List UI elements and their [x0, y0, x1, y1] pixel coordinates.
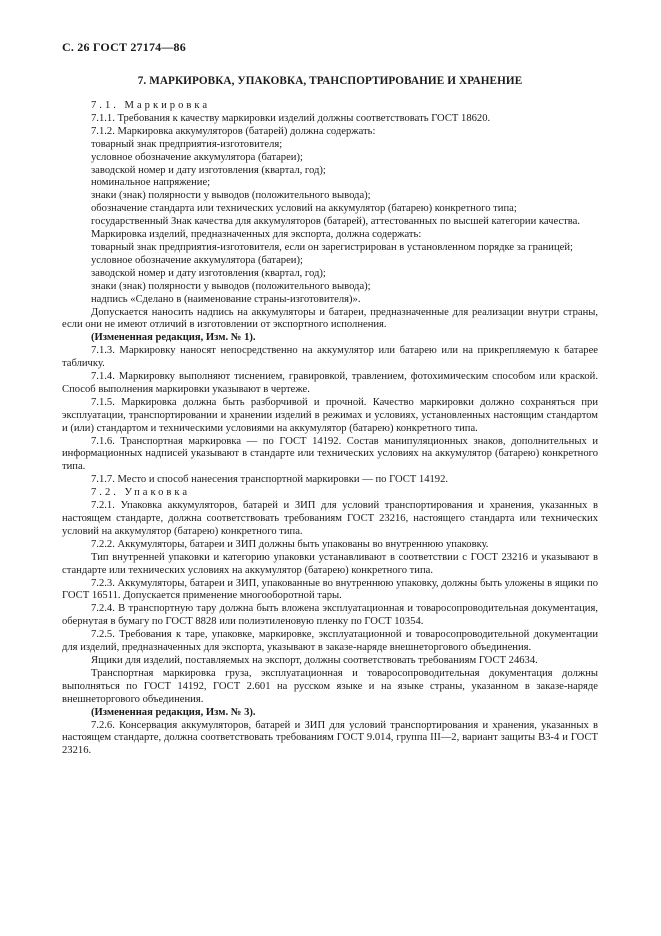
paragraph: 7.2.5. Требования к таре, упаковке, маркировке, эксплуатационной и товаросопроводительной документации для изделий, предназначенных для экспорта, указывают в заказе-наряде внешнеторгового объединения. [62, 629, 598, 654]
list-item: товарный знак предприятия-изготовителя; [91, 138, 283, 150]
list-item: условное обозначение аккумулятора (батареи); [91, 151, 303, 163]
section-title: 7. МАРКИРОВКА, УПАКОВКА, ТРАНСПОРТИРОВАНИЕ И ХРАНЕНИЕ [137, 75, 523, 87]
document-body [62, 100, 598, 758]
paragraph: Транспортная маркировка груза, эксплуатационная и товаросопроводительная документация должны выполняться по ГОСТ 14192, ГОСТ 2.601 на русском языке и на языке страны, указанном в заказе-наряде внешнеторгового объединения. [62, 667, 598, 705]
list-item: знаки (знак) полярности у выводов (положительного вывода); [91, 190, 371, 202]
list-item: обозначение стандарта или технических условий на аккумулятор (батарею) конкретного типа; [91, 203, 517, 215]
paragraph: Маркировка изделий, предназначенных для экспорта, должна содержать: [91, 229, 422, 241]
paragraph: 7.2.2. Аккумуляторы, батареи и ЗИП должны быть упакованы во внутреннюю упаковку. [91, 538, 489, 550]
paragraph: 7.1.2. Маркировка аккумуляторов (батарей) должна содержать: [91, 125, 376, 137]
list-item: товарный знак предприятия-изготовителя, если он зарегистрирован в установленном порядке за границей; [91, 241, 573, 253]
paragraph: 7.2.6. Консервация аккумуляторов, батарей и ЗИП для условий транспортирования и хранения, указанных в настоящем стандарте, должна соответствовать требованиям ГОСТ 9.014, группа III—2, вариант защиты В3-4 и ГОСТ 23216. [62, 719, 598, 757]
list-item: условное обозначение аккумулятора (батареи); [91, 254, 303, 266]
paragraph: 7.1.7. Место и способ нанесения транспортной маркировки — по ГОСТ 14192. [91, 474, 449, 486]
paragraph: Допускается наносить надпись на аккумуляторы и батареи, предназначенные для реализации внутри страны, если они не имеют отличий в изготовлении от экспортного исполнения. [62, 306, 598, 331]
list-item: знаки (знак) полярности у выводов (положительного вывода); [91, 280, 371, 292]
list-item: номинальное напряжение; [91, 177, 211, 189]
amendment-note: (Измененная редакция, Изм. № 1). [91, 332, 256, 344]
running-header: С. 26 ГОСТ 27174—86 [62, 40, 186, 54]
list-item: заводской номер и дату изготовления (квартал, год); [91, 267, 326, 279]
paragraph: Тип внутренней упаковки и категорию упаковки устанавливают в соответствии с ГОСТ 23216 и указывают в стандарте или технических условиях на аккумулятор (батарею) конкретного типа. [62, 551, 598, 576]
paragraph: Ящики для изделий, поставляемых на экспорт, должны соответствовать требованиям ГОСТ 24634. [91, 654, 538, 666]
paragraph: 7.1.6. Транспортная маркировка — по ГОСТ 14192. Состав манипуляционных знаков, дополнительных и информационных надписей указывают в стандарте или технических условиях на аккумулятор (батарею) конкретного типа. [62, 435, 598, 473]
paragraph: 7.1.3. Маркировку наносят непосредственно на аккумулятор или батарею или на прикрепляемую к батарее табличку. [62, 345, 598, 370]
paragraph: 7.1.1. Требования к качеству маркировки изделий должны соответствовать ГОСТ 18620. [91, 112, 491, 124]
subsection-heading-packaging: 7.2. Упаковка [91, 487, 191, 499]
list-item: надпись «Сделано в (наименование страны-изготовителя)». [91, 293, 361, 305]
amendment-note: (Измененная редакция, Изм. № 3). [91, 706, 256, 718]
paragraph: 7.2.1. Упаковка аккумуляторов, батарей и ЗИП для условий транспортирования и хранения, указанных в настоящем стандарте, должна соответствовать требованиям ГОСТ 23216, настоящего стандарта или технических условий на аккумулятор (батарею) конкретного типа. [62, 500, 598, 537]
paragraph: 7.1.5. Маркировка должна быть разборчивой и прочной. Качество маркировки должно сохраняться при эксплуатации, транспортировании и хранении изделий в режимах и условиях, установленных настоящим стандартом и (или) стандартом и техническими условиями на аккумулятор (батарею) конкретного типа. [62, 396, 598, 434]
list-item: заводской номер и дату изготовления (квартал, год); [91, 164, 326, 176]
paragraph: 7.2.3. Аккумуляторы, батареи и ЗИП, упакованные во внутреннюю упаковку, должны быть уложены в ящики по ГОСТ 16511. Допускается применение многооборотной тары. [62, 577, 598, 602]
subsection-heading-marking: 7.1. Маркировка [91, 100, 211, 111]
paragraph: 7.2.4. В транспортную тару должна быть вложена эксплуатационная и товаросопроводительная документация, обернутая в бумагу по ГОСТ 8828 или полиэтиленовую пленку по ГОСТ 10354. [62, 603, 598, 628]
list-item: государственный Знак качества для аккумуляторов (батарей), аттестованных по высшей категории качества. [91, 216, 581, 228]
paragraph: 7.1.4. Маркировку выполняют тиснением, гравировкой, травлением, фотохимическим способом или краской. Способ выполнения маркировки указывают в чертеже. [62, 371, 598, 395]
